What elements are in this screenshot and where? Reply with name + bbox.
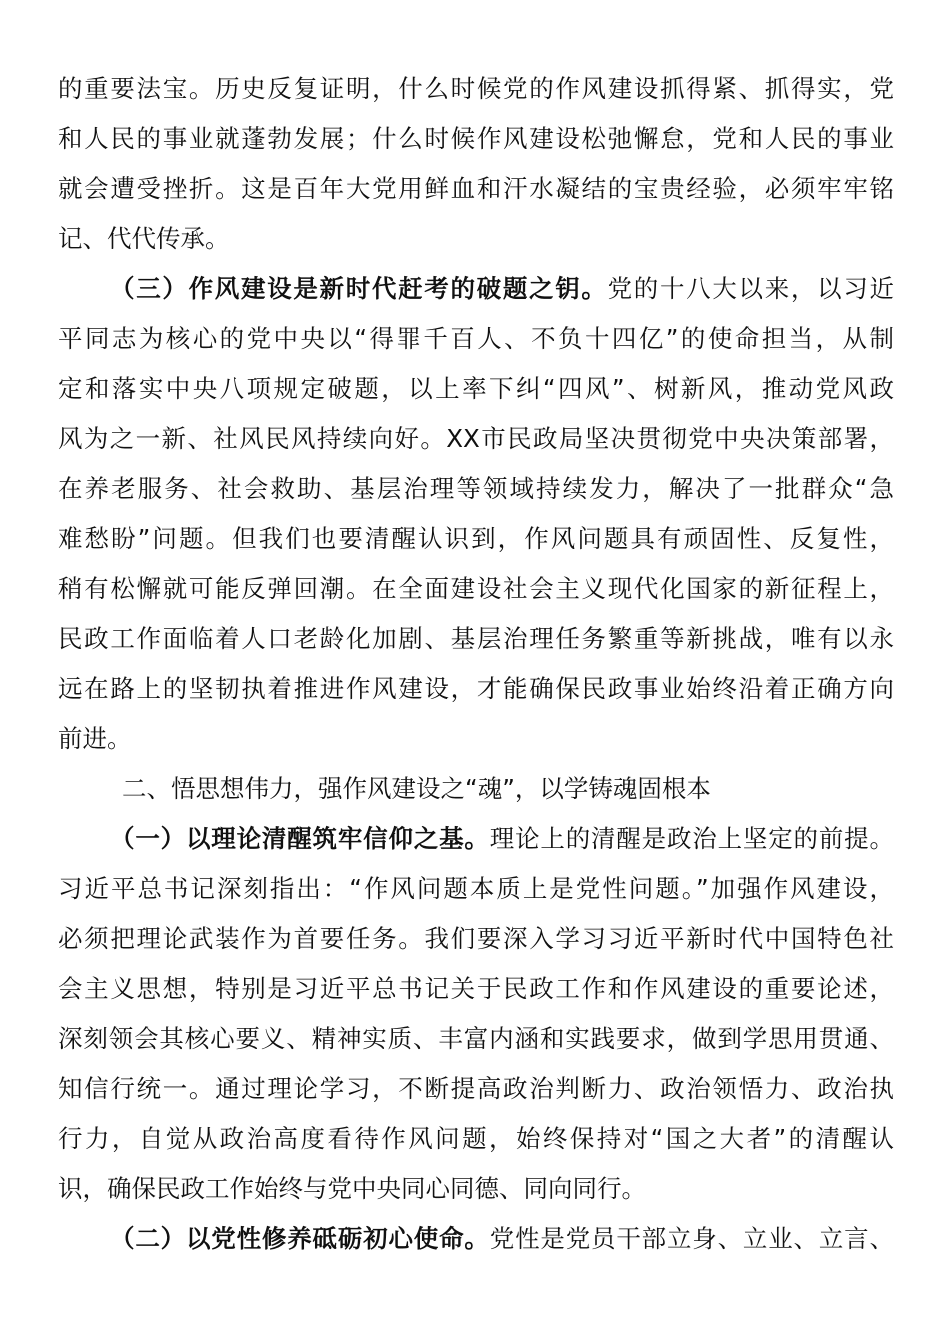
part-2-title: 二、悟思想伟力，强作风建设之“魂”，以学铸魂固根本 bbox=[122, 774, 711, 803]
section-3-heading: （三）作风建设是新时代赶考的破题之钥。 bbox=[110, 274, 608, 303]
paragraph-line: 行力，自觉从政治高度看待作风问题，始终保持对“国之大者”的清醒认 bbox=[58, 1124, 894, 1153]
paragraph-line: 的重要法宝。历史反复证明，什么时候党的作风建设抓得紧、抓得实，党 bbox=[58, 74, 894, 103]
paragraph-line: 必须把理论武装作为首要任务。我们要深入学习习近平新时代中国特色社 bbox=[58, 924, 894, 953]
paragraph-line: 知信行统一。通过理论学习，不断提高政治判断力、政治领悟力、政治执 bbox=[58, 1074, 894, 1103]
section-2-2-heading: （二）以党性修养砥砺初心使命。 bbox=[110, 1224, 490, 1253]
paragraph-line: 民政工作面临着人口老龄化加剧、基层治理任务繁重等新挑战，唯有以永 bbox=[58, 624, 894, 653]
section-2-1-heading: （一）以理论清醒筑牢信仰之基。 bbox=[110, 824, 490, 853]
paragraph-line: 就会遭受挫折。这是百年大党用鲜血和汗水凝结的宝贵经验，必须牢牢铭 bbox=[58, 174, 894, 203]
paragraph-line: 平同志为核心的党中央以“得罪千百人、不负十四亿”的使命担当，从制 bbox=[58, 324, 894, 353]
section-3-first-line bbox=[58, 268, 894, 318]
section-3-first-line-text: 党的十八大以来，以习近 bbox=[607, 274, 895, 303]
paragraph-line: 识，确保民政工作始终与党中央同心同德、同向同行。 bbox=[58, 1174, 646, 1203]
paragraph-line: 在养老服务、社会救助、基层治理等领域持续发力，解决了一批群众“急 bbox=[58, 474, 894, 503]
paragraph-line: 稍有松懈就可能反弹回潮。在全面建设社会主义现代化国家的新征程上， bbox=[58, 574, 894, 603]
paragraph-line: 风为之一新、社风民风持续向好。XX市民政局坚决贯彻党中央决策部署， bbox=[58, 424, 894, 453]
paragraph-line: 定和落实中央八项规定破题，以上率下纠“四风”、树新风，推动党风政 bbox=[58, 374, 894, 403]
paragraph-line: 远在路上的坚韧执着推进作风建设，才能确保民政事业始终沿着正确方向 bbox=[58, 674, 894, 703]
section-2-2-first-line-text: 党性是党员干部立身、立业、立言、 bbox=[489, 1224, 894, 1253]
paragraph-line: 记、代代传承。 bbox=[58, 224, 230, 253]
paragraph-line: 和人民的事业就蓬勃发展；什么时候作风建设松弛懈怠，党和人民的事业 bbox=[58, 124, 894, 153]
paragraph-line: 前进。 bbox=[58, 724, 132, 753]
paragraph-line: 难愁盼”问题。但我们也要清醒认识到，作风问题具有顽固性、反复性， bbox=[58, 524, 894, 553]
paragraph-line: 深刻领会其核心要义、精神实质、丰富内涵和实践要求，做到学思用贯通、 bbox=[58, 1024, 894, 1053]
paragraph-line: 习近平总书记深刻指出：“作风问题本质上是党性问题。”加强作风建设， bbox=[58, 874, 894, 903]
section-2-1-first-line bbox=[58, 818, 894, 868]
section-2-1-first-line-text: 理论上的清醒是政治上坚定的前提。 bbox=[489, 824, 894, 853]
paragraph-line: 会主义思想，特别是习近平总书记关于民政工作和作风建设的重要论述， bbox=[58, 974, 894, 1003]
section-2-2-first-line bbox=[58, 1218, 894, 1268]
document-page bbox=[58, 68, 894, 1268]
